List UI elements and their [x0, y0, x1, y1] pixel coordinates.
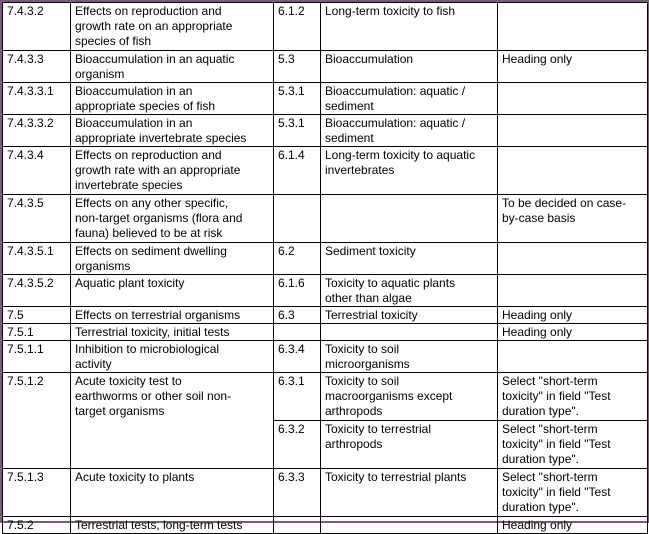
- section-title-cell: Effects on reproduction and growth rate with an appropriate invertebrate species: [71, 147, 274, 195]
- section-title-cell: Acute toxicity to plants: [71, 469, 274, 517]
- section-title-cell: Bioaccumulation in an appropriate invertebrate species: [71, 115, 274, 147]
- mapping-table-body: [3, 3, 648, 534]
- iuclid-title-cell: Long-term toxicity to fish: [321, 3, 498, 51]
- section-title-cell: Aquatic plant toxicity: [71, 275, 274, 307]
- iuclid-title-cell: Bioaccumulation: aquatic / sediment: [321, 83, 498, 115]
- section-number-cell: 7.5.1.1: [3, 341, 71, 373]
- section-number-cell: 7.5: [3, 307, 71, 324]
- iuclid-title-cell: Bioaccumulation: [321, 51, 498, 83]
- iuclid-title-cell: Sediment toxicity: [321, 243, 498, 275]
- iuclid-title-cell: Toxicity to soil microorganisms: [321, 341, 498, 373]
- section-title-cell: Terrestrial tests, long-term tests: [71, 517, 274, 534]
- section-number-cell: 7.4.3.3.1: [3, 83, 71, 115]
- section-title-cell: Effects on any other specific, non-target organisms (flora and fauna) believed to be at risk: [71, 195, 274, 243]
- section-title-cell: Effects on sediment dwelling organisms: [71, 243, 274, 275]
- iuclid-section-cell: 6.3.2: [274, 421, 321, 469]
- table-row: [3, 147, 648, 195]
- iuclid-title-cell: [321, 517, 498, 534]
- iuclid-title-cell: Terrestrial toxicity: [321, 307, 498, 324]
- iuclid-section-cell: 6.3.3: [274, 469, 321, 517]
- iuclid-section-cell: 5.3: [274, 51, 321, 83]
- section-number-cell: 7.5.1: [3, 324, 71, 341]
- iuclid-title-cell: [321, 324, 498, 341]
- section-number-cell: 7.4.3.3.2: [3, 115, 71, 147]
- iuclid-title-cell: Toxicity to terrestrial plants: [321, 469, 498, 517]
- section-number-cell: 7.5.1.3: [3, 469, 71, 517]
- iuclid-section-cell: 6.3.4: [274, 341, 321, 373]
- section-number-cell: 7.4.3.5: [3, 195, 71, 243]
- iuclid-section-cell: 6.1.2: [274, 3, 321, 51]
- remarks-cell: [498, 341, 648, 373]
- remarks-cell: [498, 115, 648, 147]
- iuclid-section-cell: 5.3.1: [274, 115, 321, 147]
- iuclid-title-cell: Bioaccumulation: aquatic / sediment: [321, 115, 498, 147]
- section-number-cell: 7.5.1.2: [3, 373, 71, 469]
- section-title-cell: Bioaccumulation in an aquatic organism: [71, 51, 274, 83]
- iuclid-section-cell: 6.3: [274, 307, 321, 324]
- iuclid-title-cell: Toxicity to terrestrial arthropods: [321, 421, 498, 469]
- remarks-cell: [498, 243, 648, 275]
- iuclid-section-cell: 6.1.6: [274, 275, 321, 307]
- table-row: [3, 115, 648, 147]
- remarks-cell: Heading only: [498, 51, 648, 83]
- iuclid-title-cell: Toxicity to aquatic plants other than algae: [321, 275, 498, 307]
- table-row: [3, 51, 648, 83]
- section-title-cell: Acute toxicity test to earthworms or other soil non- target organisms: [71, 373, 274, 469]
- table-row: [3, 341, 648, 373]
- section-number-cell: 7.5.2: [3, 517, 71, 534]
- remarks-cell: [498, 275, 648, 307]
- iuclid-title-cell: [321, 195, 498, 243]
- iuclid-section-cell: 6.1.4: [274, 147, 321, 195]
- remarks-cell: [498, 147, 648, 195]
- table-row: [3, 3, 648, 51]
- mapping-table: [2, 2, 648, 534]
- iuclid-section-cell: [274, 195, 321, 243]
- table-row: [3, 275, 648, 307]
- iuclid-title-cell: Toxicity to soil macroorganisms except arthropods: [321, 373, 498, 421]
- iuclid-section-cell: 6.3.1: [274, 373, 321, 421]
- remarks-cell: Heading only: [498, 307, 648, 324]
- table-row: [3, 469, 648, 517]
- table-row: [3, 324, 648, 341]
- remarks-cell: Select "short-term toxicity" in field "Test duration type".: [498, 373, 648, 421]
- table-row: [3, 195, 648, 243]
- remarks-cell: [498, 3, 648, 51]
- iuclid-section-cell: [274, 324, 321, 341]
- iuclid-section-cell: 5.3.1: [274, 83, 321, 115]
- section-title-cell: Effects on reproduction and growth rate on an appropriate species of fish: [71, 3, 274, 51]
- section-number-cell: 7.4.3.5.2: [3, 275, 71, 307]
- section-title-cell: Bioaccumulation in an appropriate species of fish: [71, 83, 274, 115]
- section-title-cell: Inhibition to microbiological activity: [71, 341, 274, 373]
- iuclid-section-cell: 6.2: [274, 243, 321, 275]
- section-number-cell: 7.4.3.5.1: [3, 243, 71, 275]
- remarks-cell: Select "short-term toxicity" in field "Test duration type".: [498, 469, 648, 517]
- iuclid-title-cell: Long-term toxicity to aquatic invertebrates: [321, 147, 498, 195]
- section-number-cell: 7.4.3.2: [3, 3, 71, 51]
- remarks-cell: [498, 83, 648, 115]
- table-row: [3, 517, 648, 534]
- table-row: [3, 307, 648, 324]
- section-number-cell: 7.4.3.3: [3, 51, 71, 83]
- table-row: [3, 243, 648, 275]
- remarks-cell: Heading only: [498, 517, 648, 534]
- remarks-cell: Heading only: [498, 324, 648, 341]
- section-title-cell: Effects on terrestrial organisms: [71, 307, 274, 324]
- section-title-cell: Terrestrial toxicity, initial tests: [71, 324, 274, 341]
- remarks-cell: To be decided on case- by-case basis: [498, 195, 648, 243]
- remarks-cell: Select "short-term toxicity" in field "Test duration type".: [498, 421, 648, 469]
- table-row: [3, 373, 648, 421]
- iuclid-section-cell: [274, 517, 321, 534]
- section-number-cell: 7.4.3.4: [3, 147, 71, 195]
- table-row: [3, 83, 648, 115]
